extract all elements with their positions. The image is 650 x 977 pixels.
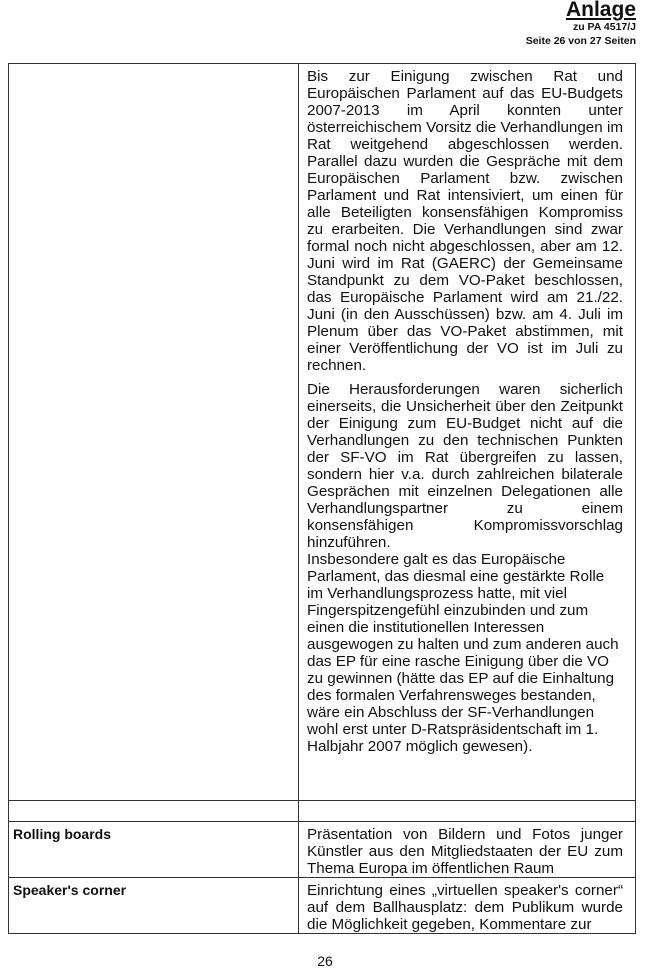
main-text-cell — [299, 64, 636, 801]
table-row-spacer — [9, 801, 636, 822]
spacer-cell-right — [299, 801, 636, 822]
annex-title: Anlage — [565, 0, 636, 21]
page-number: 26 — [317, 953, 333, 969]
page-header — [526, 0, 636, 48]
table-row-main — [9, 64, 636, 801]
table-row — [9, 878, 636, 934]
paragraph-3: Insbesondere galt es das Europäische Parlament, das diesmal eine gestärkte Rolle im Verhandlungsprozess hatte, mit viel Fingerspitzengefühl einzubinden und zum einen die institutionellen Interessen ausgewogen zu halten und zum anderen auch das EP für eine rasche Einigung über die VO zu gewinnen (hätte das EP auf die Einhaltung des formalen Verfahrensweges bestanden, wäre ein Abschluss der SF-Verhandlungen wohl erst unter D-Ratspräsidentschaft im 1. Halbjahr 2007 möglich gewesen). — [307, 551, 619, 755]
table-row — [9, 822, 636, 878]
reference-number: zu PA 4517/J — [572, 21, 636, 33]
empty-label-cell — [9, 64, 299, 801]
row-text-speakers-corner: Einrichtung eines „virtuellen speaker's corner“ auf dem Ballhausplatz: dem Publikum wurde die Möglichkeit gegeben, Kommentare zur — [299, 878, 636, 934]
row-label-rolling-boards: Rolling boards — [9, 822, 299, 878]
paragraph-2: Die Herausforderungen waren sicherlich einerseits, die Unsicherheit über den Zeitpunkt der Einigung zum EU-Budget nicht auf die Verhandlungen zu den technischen Punkten der SF-VO im Rat übergreifen zu lassen, sondern hier v.a. durch zahlreichen bilaterale Gesprächen mit einzelnen Delegationen alle Verhandlungspartner zu einem konsensfähigen Kompromissvorschlag hinzuführen. — [307, 381, 623, 551]
paragraph-1: Bis zur Einigung zwischen Rat und Europäischen Parlament auf das EU-Budgets 2007-2013 im April konnten unter österreichischem Vorsitz die Verhandlungen im Rat weitgehend abgeschlossen werden. Parallel dazu wurden die Gespräche mit dem Europäischen Parlament bzw. zwischen Parlament und Rat intensiviert, um einen für alle Beteiligten konsensfähigen Kompromiss zu erarbeiten. Die Verhandlungen sind zwar formal noch nicht abgeschlossen, aber am 12. Juni wird im Rat (GAERC) der Gemeinsame Standpunkt zu dem VO-Paket beschlossen, das Europäische Parlament wird am 21./22. Juni (in den Ausschüssen) bzw. am 4. Juli im Plenum über das VO-Paket abstimmen, mit einer Veröffentlichung der VO ist im Juli zu rechnen. — [307, 68, 623, 374]
row-label-speakers-corner: Speaker's corner — [9, 878, 299, 934]
content-table — [8, 63, 636, 934]
row-text-rolling-boards: Präsentation von Bildern und Fotos junger Künstler aus den Mitgliedstaaten der EU zum Thema Europa im öffentlichen Raum — [299, 822, 636, 878]
spacer-cell-left — [9, 801, 299, 822]
page-info: Seite 26 von 27 Seiten — [525, 35, 636, 47]
